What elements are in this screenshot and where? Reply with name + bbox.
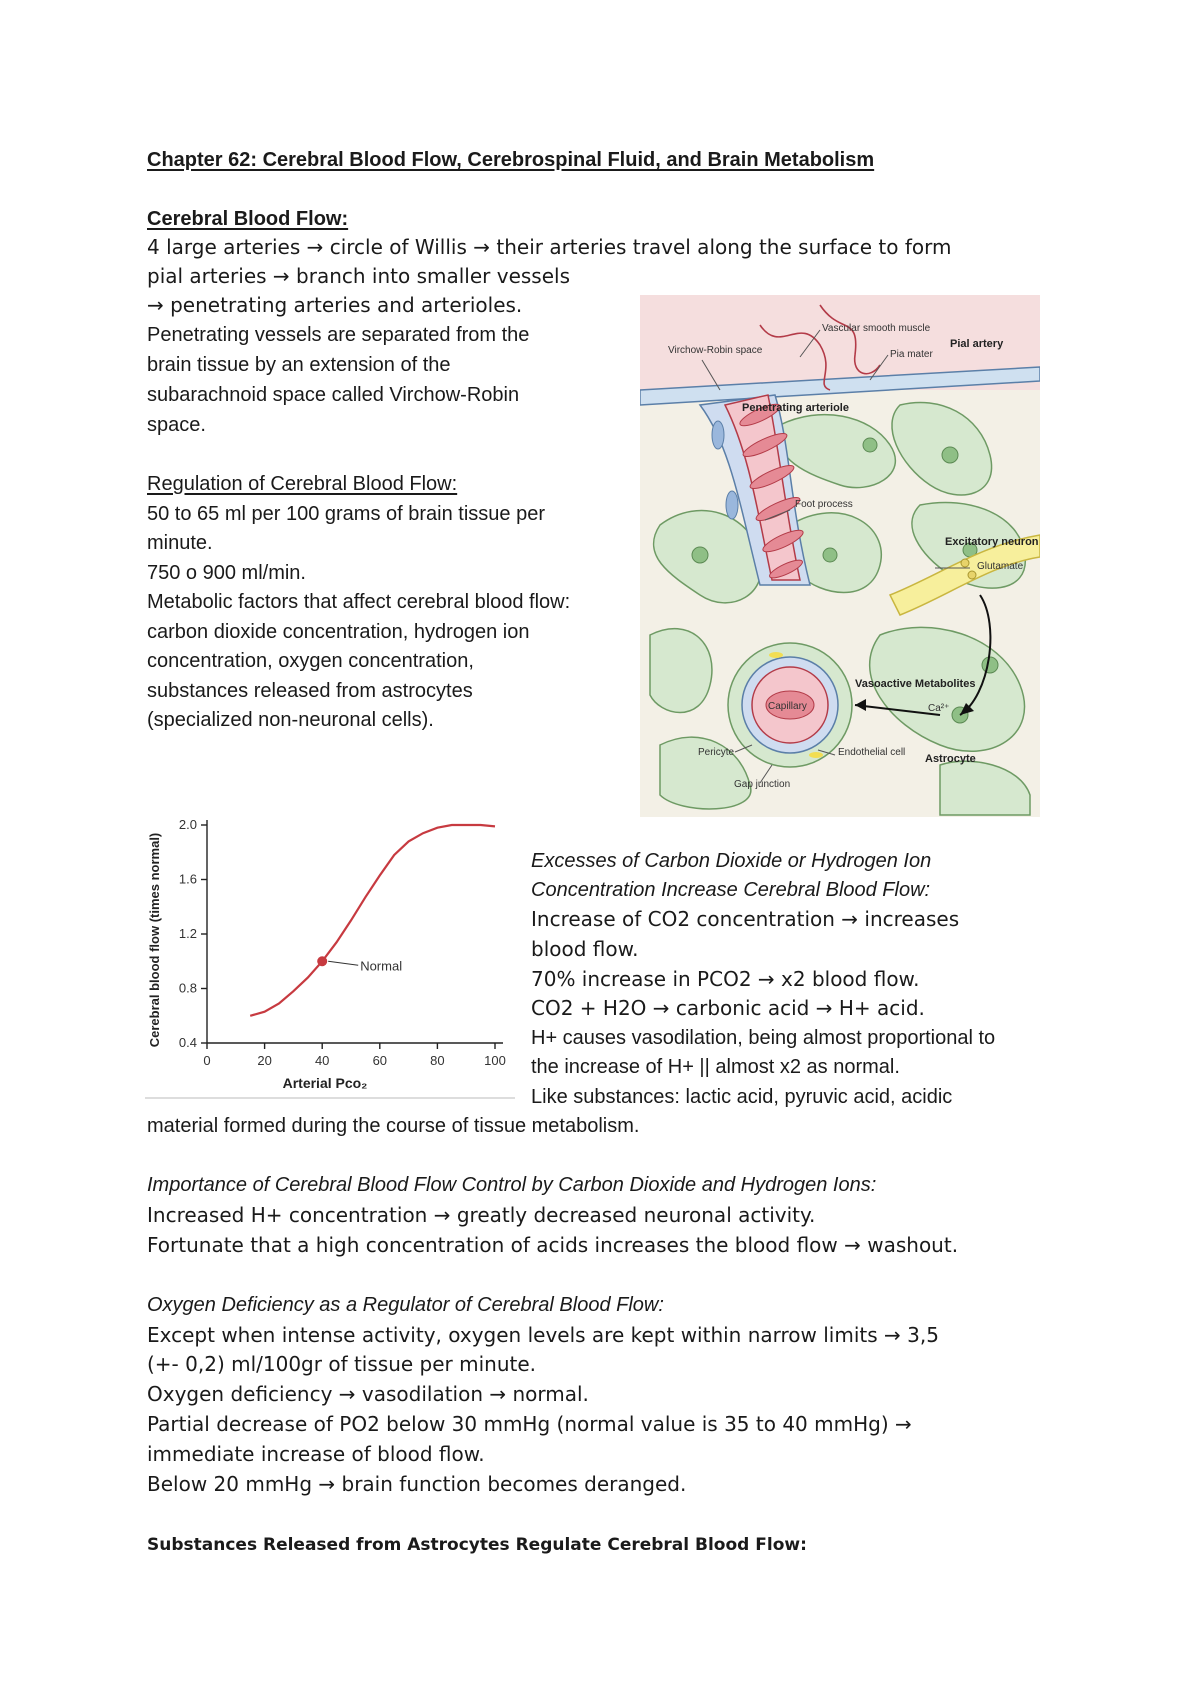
- x-axis-label: Arterial Pco₂: [282, 1075, 368, 1091]
- text-line: blood flow.: [531, 937, 639, 961]
- text-line: Fortunate that a high concentration of acids increases the blood flow → washout.: [147, 1233, 959, 1257]
- section-heading-importance: Importance of Cerebral Blood Flow Control by Carbon Dioxide and Hydrogen Ions:: [147, 1174, 877, 1196]
- label-virchow-robin-space: Virchow-Robin space: [668, 345, 763, 356]
- x-tick-label: 60: [372, 1053, 388, 1068]
- label-glutamate: Glutamate: [977, 561, 1024, 572]
- cerebral-blood-flow-chart: [145, 800, 515, 1100]
- y-tick-label: 1.2: [178, 926, 197, 941]
- section-heading-astrocytes: Substances Released from Astrocytes Regulate Cerebral Blood Flow:: [147, 1535, 807, 1555]
- y-tick-label: 0.8: [178, 980, 197, 996]
- label-vascular-smooth-muscle: Vascular smooth muscle: [822, 323, 931, 334]
- text-line: substances released from astrocytes: [147, 680, 473, 702]
- chapter-title: Chapter 62: Cerebral Blood Flow, Cerebrospinal Fluid, and Brain Metabolism: [147, 149, 875, 171]
- text-line: CO2 + H2O → carbonic acid → H+ acid.: [531, 996, 925, 1020]
- text-line: Oxygen deficiency → vasodilation → normal.: [147, 1382, 589, 1406]
- text-line: 50 to 65 ml per 100 grams of brain tissue per: [147, 503, 545, 525]
- text-line: concentration, oxygen concentration,: [147, 650, 474, 672]
- label-endothelial-cell: Endothelial cell: [838, 747, 906, 758]
- label-penetrating-arteriole: Penetrating arteriole: [742, 402, 849, 414]
- text-line: Below 20 mmHg → brain function becomes deranged.: [147, 1472, 687, 1496]
- y-tick-label: 2.0: [178, 817, 197, 832]
- section-heading-oxygen: Oxygen Deficiency as a Regulator of Cerebral Blood Flow:: [147, 1294, 664, 1316]
- label-pia-mater: Pia mater: [890, 349, 933, 360]
- x-tick-label: 80: [430, 1053, 445, 1068]
- text-line: (+- 0,2) ml/100gr of tissue per minute.: [147, 1352, 537, 1376]
- section-heading-excesses: Excesses of Carbon Dioxide or Hydrogen Ion: [531, 850, 932, 872]
- text-line: Except when intense activity, oxygen levels are kept within narrow limits → 3,5: [147, 1323, 939, 1347]
- neurovascular-unit-diagram: [640, 295, 1040, 817]
- text-line: 750 o 900 ml/min.: [147, 562, 306, 584]
- text-line: space.: [147, 414, 206, 436]
- text-line: material formed during the course of tissue metabolism.: [147, 1115, 640, 1137]
- label-excitatory-neuron: Excitatory neuron: [945, 536, 1039, 548]
- text-line: Increase of CO2 concentration → increases: [531, 907, 960, 931]
- text-line: brain tissue by an extension of the: [147, 354, 451, 376]
- glutamate-vesicle: [961, 559, 969, 567]
- text-line: carbon dioxide concentration, hydrogen ion: [147, 621, 530, 643]
- y-axis-label: Cerebral blood flow (times normal): [147, 832, 162, 1048]
- text-line: H+ causes vasodilation, being almost proportional to: [531, 1027, 996, 1049]
- label-foot-process: Foot process: [795, 499, 853, 510]
- x-tick-label: 40: [314, 1053, 330, 1068]
- text-line: Partial decrease of PO2 below 30 mmHg (normal value is 35 to 40 mmHg) →: [147, 1412, 912, 1436]
- text-line: → penetrating arteries and arterioles.: [147, 293, 523, 317]
- text-line: 4 large arteries → circle of Willis → their arteries travel along the surface to form: [147, 235, 952, 259]
- text-line: 70% increase in PCO2 → x2 blood flow.: [531, 967, 920, 991]
- section-heading-regulation: Regulation of Cerebral Blood Flow:: [147, 473, 458, 495]
- text-line: Metabolic factors that affect cerebral blood flow:: [147, 591, 571, 613]
- text-line: the increase of H+ || almost x2 as normal.: [531, 1056, 900, 1078]
- annotation-leader: [328, 961, 358, 965]
- x-tick-label: 0: [203, 1053, 211, 1068]
- text-line: (specialized non-neuronal cells).: [147, 709, 434, 731]
- section-heading-excesses: Concentration Increase Cerebral Blood Flow:: [531, 879, 931, 901]
- text-line: minute.: [147, 532, 213, 554]
- series-line: [250, 825, 495, 1016]
- normal-point: [317, 956, 327, 966]
- x-tick-label: 20: [257, 1053, 272, 1068]
- label-vasoactive-metabolites: Vasoactive Metabolites: [855, 678, 976, 690]
- section-heading-cerebral-blood-flow: Cerebral Blood Flow:: [147, 208, 349, 230]
- text-line: Like substances: lactic acid, pyruvic acid, acidic: [531, 1086, 953, 1108]
- text-line: immediate increase of blood flow.: [147, 1442, 485, 1466]
- label-gap-junction: Gap junction: [734, 779, 791, 790]
- label-calcium: Ca²⁺: [928, 703, 950, 714]
- y-tick-label: 0.4: [178, 1035, 197, 1050]
- text-line: pial arteries → branch into smaller vessels: [147, 264, 570, 288]
- annotation-normal-label: Normal: [360, 958, 403, 974]
- text-line: Increased H+ concentration → greatly decreased neuronal activity.: [147, 1203, 816, 1227]
- label-astrocyte: Astrocyte: [925, 753, 976, 765]
- text-line: subarachnoid space called Virchow-Robin: [147, 384, 520, 406]
- glutamate-vesicle: [968, 571, 976, 579]
- label-pial-artery: Pial artery: [950, 338, 1004, 350]
- gap-junction: [809, 752, 823, 758]
- label-pericyte: Pericyte: [698, 747, 735, 758]
- label-capillary: Capillary: [768, 701, 807, 712]
- text-line: Penetrating vessels are separated from the: [147, 324, 530, 346]
- x-tick-label: 100: [484, 1053, 506, 1068]
- y-tick-label: 1.6: [178, 871, 197, 887]
- gap-junction: [769, 652, 783, 658]
